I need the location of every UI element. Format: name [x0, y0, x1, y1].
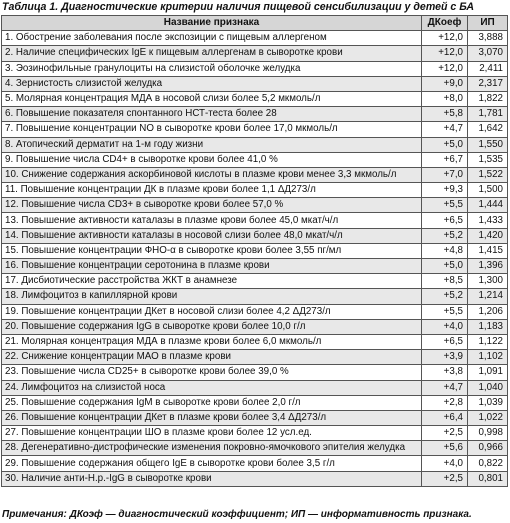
table-header-row — [2, 16, 508, 31]
cell-ip: 1,500 — [468, 183, 508, 198]
cell-dk-coef: +4,7 — [422, 380, 468, 395]
cell-dk-coef: +6,5 — [422, 213, 468, 228]
cell-dk-coef: +4,0 — [422, 456, 468, 471]
table-row — [2, 122, 508, 137]
cell-dk-coef: +5,5 — [422, 198, 468, 213]
table-row — [2, 76, 508, 91]
cell-ip: 1,122 — [468, 334, 508, 349]
cell-ip: 1,183 — [468, 319, 508, 334]
cell-ip: 2,411 — [468, 61, 508, 76]
cell-feature-name: 20. Повышение содержания IgG в сыворотке крови более 10,0 г/л — [2, 319, 422, 334]
cell-dk-coef: +3,8 — [422, 365, 468, 380]
table-row — [2, 319, 508, 334]
cell-feature-name: 1. Обострение заболевания после экспозиции с пищевым аллергеном — [2, 31, 422, 46]
cell-ip: 1,396 — [468, 259, 508, 274]
criteria-table — [1, 15, 508, 487]
cell-dk-coef: +9,3 — [422, 183, 468, 198]
cell-feature-name: 6. Повышение показателя спонтанного НСТ-теста более 28 — [2, 107, 422, 122]
cell-ip: 1,420 — [468, 228, 508, 243]
cell-feature-name: 23. Повышение числа CD25+ в сыворотке крови более 39,0 % — [2, 365, 422, 380]
cell-ip: 1,040 — [468, 380, 508, 395]
cell-dk-coef: +2,8 — [422, 395, 468, 410]
table-row — [2, 426, 508, 441]
cell-dk-coef: +6,7 — [422, 152, 468, 167]
cell-dk-coef: +2,5 — [422, 426, 468, 441]
table-row — [2, 198, 508, 213]
cell-ip: 0,966 — [468, 441, 508, 456]
table-row — [2, 365, 508, 380]
cell-ip: 3,070 — [468, 46, 508, 61]
cell-dk-coef: +12,0 — [422, 61, 468, 76]
cell-ip: 1,415 — [468, 243, 508, 258]
cell-feature-name: 19. Повышение концентрации ДКет в носовой слизи более 4,2 ΔД273/л — [2, 304, 422, 319]
table-row — [2, 274, 508, 289]
cell-feature-name: 8. Атопический дерматит на 1-м году жизни — [2, 137, 422, 152]
table-row — [2, 107, 508, 122]
cell-ip: 1,535 — [468, 152, 508, 167]
table-row — [2, 395, 508, 410]
cell-dk-coef: +7,0 — [422, 167, 468, 182]
cell-ip: 1,300 — [468, 274, 508, 289]
cell-feature-name: 14. Повышение активности каталазы в носовой слизи более 48,0 мкат/ч/л — [2, 228, 422, 243]
table-row — [2, 380, 508, 395]
cell-dk-coef: +3,9 — [422, 350, 468, 365]
cell-feature-name: 11. Повышение концентрации ДК в плазме крови более 1,1 ΔД273/л — [2, 183, 422, 198]
cell-feature-name: 12. Повышение числа CD3+ в сыворотке крови более 57,0 % — [2, 198, 422, 213]
cell-feature-name: 16. Повышение концентрации серотонина в плазме крови — [2, 259, 422, 274]
cell-feature-name: 9. Повышение числа CD4+ в сыворотке крови более 41,0 % — [2, 152, 422, 167]
cell-feature-name: 2. Наличие специфических IgE к пищевым аллергенам в сыворотке крови — [2, 46, 422, 61]
cell-dk-coef: +9,0 — [422, 76, 468, 91]
table-row — [2, 471, 508, 486]
cell-ip: 1,642 — [468, 122, 508, 137]
table-row — [2, 137, 508, 152]
table-footnote: Примечания: ДКоэф — диагностический коэффициент; ИП — информативность признака. — [2, 509, 472, 520]
cell-ip: 1,039 — [468, 395, 508, 410]
cell-feature-name: 22. Снижение концентрации МАО в плазме крови — [2, 350, 422, 365]
cell-ip: 0,998 — [468, 426, 508, 441]
table-row — [2, 350, 508, 365]
table-row — [2, 289, 508, 304]
table-row — [2, 304, 508, 319]
cell-ip: 1,550 — [468, 137, 508, 152]
cell-dk-coef: +4,0 — [422, 319, 468, 334]
cell-feature-name: 21. Молярная концентрация МДА в плазме крови более 6,0 мкмоль/л — [2, 334, 422, 349]
cell-ip: 1,522 — [468, 167, 508, 182]
table-row — [2, 228, 508, 243]
table-row — [2, 91, 508, 106]
cell-dk-coef: +2,5 — [422, 471, 468, 486]
cell-ip: 1,444 — [468, 198, 508, 213]
table-row — [2, 441, 508, 456]
cell-dk-coef: +5,0 — [422, 137, 468, 152]
cell-feature-name: 29. Повышение содержания общего IgE в сыворотке крови более 3,5 г/л — [2, 456, 422, 471]
cell-dk-coef: +8,0 — [422, 91, 468, 106]
cell-ip: 0,801 — [468, 471, 508, 486]
cell-dk-coef: +5,6 — [422, 441, 468, 456]
table-body — [2, 31, 508, 487]
cell-ip: 1,102 — [468, 350, 508, 365]
cell-feature-name: 24. Лимфоцитоз на слизистой носа — [2, 380, 422, 395]
cell-dk-coef: +5,5 — [422, 304, 468, 319]
table-row — [2, 183, 508, 198]
cell-feature-name: 10. Снижение содержания аскорбиновой кислоты в плазме крови менее 3,3 мкмоль/л — [2, 167, 422, 182]
cell-feature-name: 13. Повышение активности каталазы в плазме крови более 45,0 мкат/ч/л — [2, 213, 422, 228]
cell-feature-name: 30. Наличие анти-H.p.-IgG в сыворотке крови — [2, 471, 422, 486]
table-row — [2, 259, 508, 274]
cell-ip: 1,433 — [468, 213, 508, 228]
table-row — [2, 243, 508, 258]
table-row — [2, 334, 508, 349]
header-feature-name: Название признака — [2, 16, 422, 31]
cell-dk-coef: +5,0 — [422, 259, 468, 274]
cell-feature-name: 3. Эозинофильные гранулоциты на слизистой оболочке желудка — [2, 61, 422, 76]
cell-dk-coef: +6,5 — [422, 334, 468, 349]
cell-feature-name: 17. Дисбиотические расстройства ЖКТ в анамнезе — [2, 274, 422, 289]
table-row — [2, 61, 508, 76]
cell-ip: 1,091 — [468, 365, 508, 380]
table-row — [2, 167, 508, 182]
cell-dk-coef: +5,8 — [422, 107, 468, 122]
cell-ip: 0,822 — [468, 456, 508, 471]
table-row — [2, 31, 508, 46]
cell-feature-name: 25. Повышение содержания IgM в сыворотке крови более 2,0 г/л — [2, 395, 422, 410]
cell-dk-coef: +5,2 — [422, 289, 468, 304]
cell-dk-coef: +5,2 — [422, 228, 468, 243]
cell-feature-name: 27. Повышение концентрации ШО в плазме крови более 12 усл.ед. — [2, 426, 422, 441]
cell-ip: 1,781 — [468, 107, 508, 122]
cell-dk-coef: +6,4 — [422, 410, 468, 425]
cell-dk-coef: +12,0 — [422, 46, 468, 61]
cell-ip: 2,317 — [468, 76, 508, 91]
cell-ip: 3,888 — [468, 31, 508, 46]
cell-ip: 1,022 — [468, 410, 508, 425]
cell-ip: 1,822 — [468, 91, 508, 106]
cell-feature-name: 15. Повышение концентрации ФНО-α в сыворотке крови более 3,55 пг/мл — [2, 243, 422, 258]
cell-dk-coef: +4,8 — [422, 243, 468, 258]
cell-ip: 1,206 — [468, 304, 508, 319]
table-row — [2, 456, 508, 471]
cell-feature-name: 4. Зернистость слизистой желудка — [2, 76, 422, 91]
cell-feature-name: 28. Дегенеративно-дистрофические изменения покровно-ямочкового эпителия желудка — [2, 441, 422, 456]
table-row — [2, 152, 508, 167]
header-dk-coef: ДКоеф — [422, 16, 468, 31]
table-row — [2, 213, 508, 228]
cell-ip: 1,214 — [468, 289, 508, 304]
header-ip: ИП — [468, 16, 508, 31]
cell-feature-name: 18. Лимфоцитоз в капиллярной крови — [2, 289, 422, 304]
table-row — [2, 410, 508, 425]
cell-feature-name: 26. Повышение концентрации ДКет в плазме крови более 3,4 ΔД273/л — [2, 410, 422, 425]
cell-dk-coef: +4,7 — [422, 122, 468, 137]
cell-dk-coef: +8,5 — [422, 274, 468, 289]
cell-feature-name: 5. Молярная концентрация МДА в носовой слизи более 5,2 мкмоль/л — [2, 91, 422, 106]
table-caption: Таблица 1. Диагностические критерии наличия пищевой сенсибилизации у детей с БА — [2, 1, 474, 13]
cell-feature-name: 7. Повышение концентрации NO в сыворотке крови более 17,0 мкмоль/л — [2, 122, 422, 137]
cell-dk-coef: +12,0 — [422, 31, 468, 46]
table-row — [2, 46, 508, 61]
